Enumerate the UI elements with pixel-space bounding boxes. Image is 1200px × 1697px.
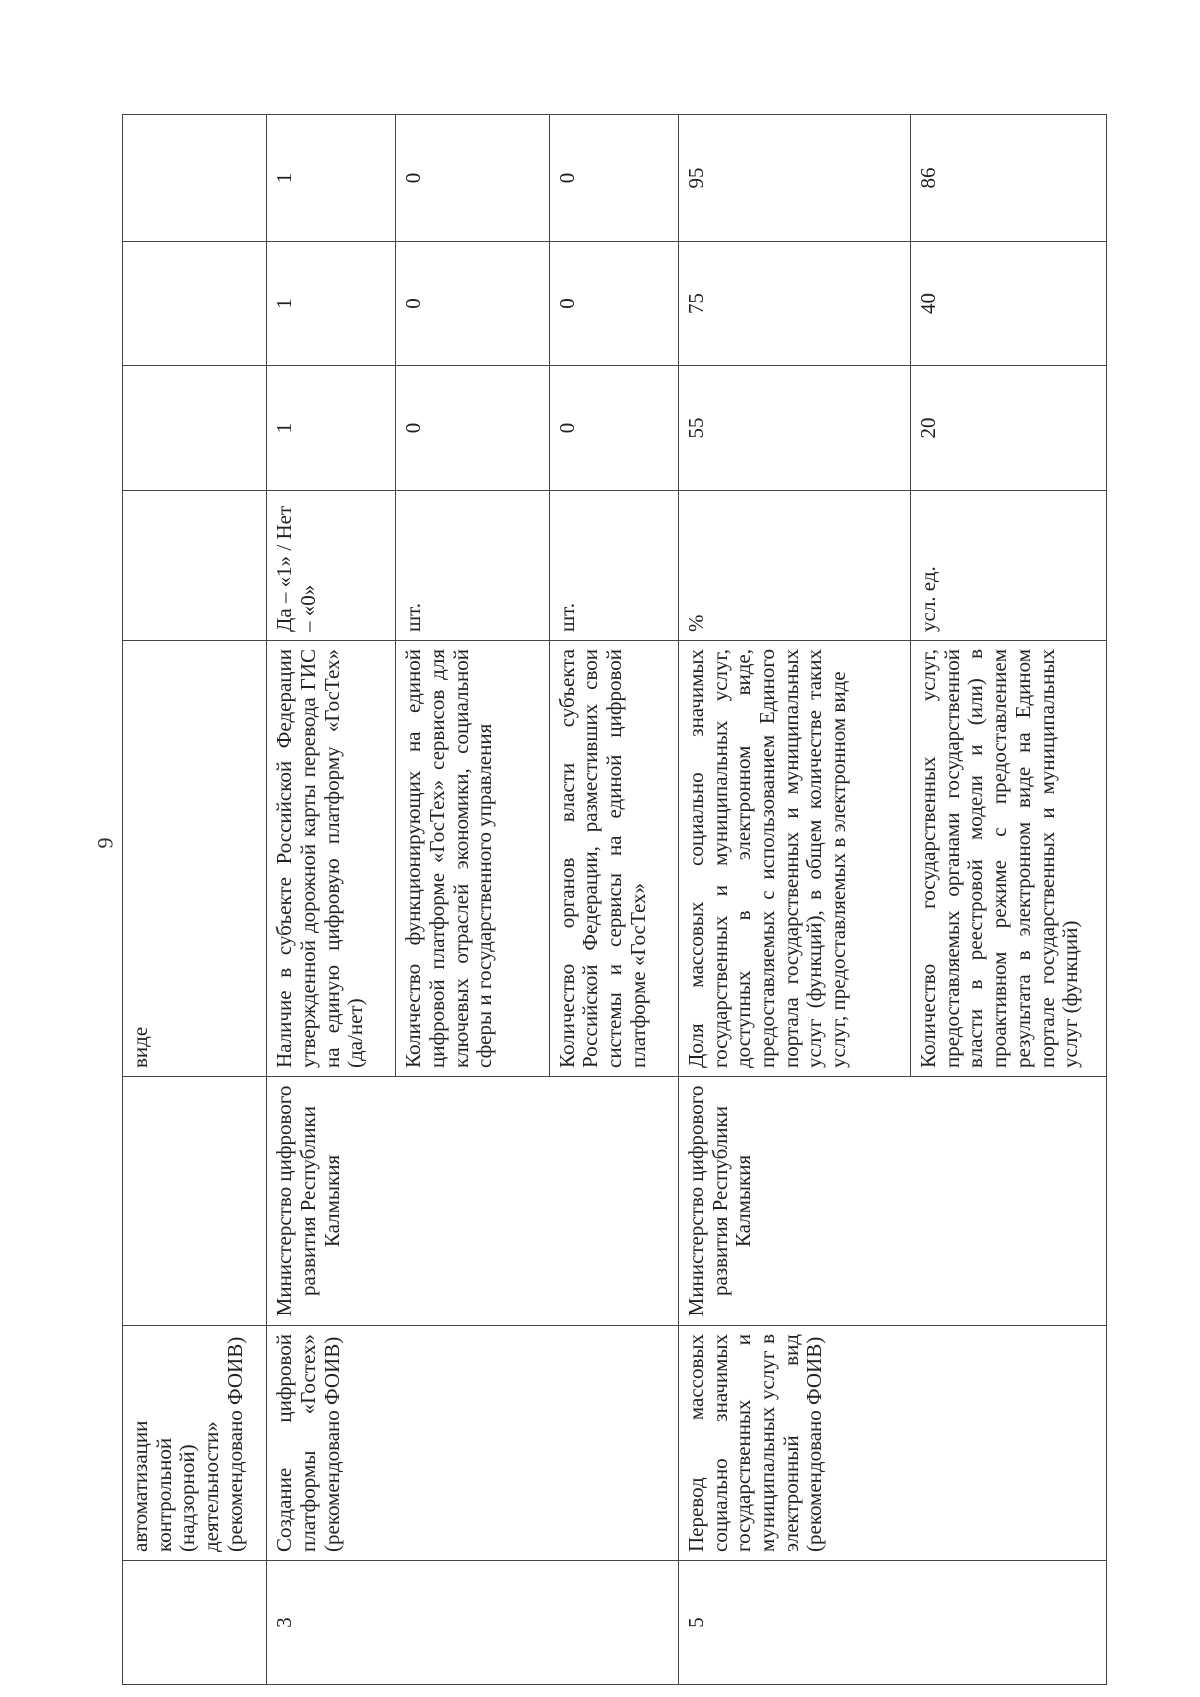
- cell-indicator: Количество органов власти субъекта Российской Федерации, разместивших свои системы и сервисы на единой цифровой платформе «ГосТех»: [549, 641, 678, 1077]
- cell-value-1: 1: [267, 366, 396, 491]
- cell-value-2: 1: [267, 242, 396, 366]
- cell-value-2: 40: [910, 242, 1106, 366]
- cell-value-1: 0: [549, 366, 678, 491]
- cell-value-2: 0: [549, 242, 678, 366]
- cell-value-3: [123, 115, 267, 242]
- cell-unit: усл. ед.: [910, 491, 1106, 641]
- cell-project: Создание цифровой платформы «Гостех» (рекомендовано ФОИВ): [267, 1326, 679, 1561]
- cell-value-2: 75: [678, 242, 910, 366]
- cell-responsible: [123, 1077, 267, 1326]
- table-row: [267, 115, 396, 1685]
- cell-unit: Да – «1» / Нет – «0»: [267, 491, 396, 641]
- cell-indicator: виде: [123, 641, 267, 1077]
- cell-unit: шт.: [549, 491, 678, 641]
- cell-responsible: Министерство цифрового развития Республики Калмыкия: [678, 1077, 1106, 1326]
- cell-unit: %: [678, 491, 910, 641]
- cell-value-2: [123, 242, 267, 366]
- cell-unit: [123, 491, 267, 641]
- cell-value-3: 86: [910, 115, 1106, 242]
- cell-responsible: Министерство цифрового развития Республики Калмыкия: [267, 1077, 679, 1326]
- cell-value-1: 55: [678, 366, 910, 491]
- cell-indicator: Доля массовых социально значимых государственных и муниципальных услуг, доступных в электронном виде, предоставляемых с использованием Единого портала государственных и муниципальных услуг (функций), в общем количестве таких услуг, предоставляемых в электронном виде: [678, 641, 910, 1077]
- cell-value-1: [123, 366, 267, 491]
- table-row: [678, 115, 910, 1685]
- cell-value-1: 0: [396, 366, 549, 491]
- cell-indicator: Количество функционирующих на единой цифровой платформе «ГосТех» сервисов для ключевых отраслей экономики, социальной сферы и государственного управления: [396, 641, 549, 1077]
- cell-indicator: Количество государственных услуг, предоставляемых органами государственной власти в реестровой модели и (или) в проактивном режиме с предоставлением результата в электронном виде на Едином портале государственных и муниципальных услуг (функций): [910, 641, 1106, 1077]
- page-number: 9: [92, 837, 118, 849]
- cell-value-3: 0: [549, 115, 678, 242]
- cell-project: автоматизации контрольной (надзорной) деятельности» (рекомендовано ФОИВ): [123, 1326, 267, 1561]
- rotated-page-content: [122, 115, 1107, 1685]
- cell-value-3: 1: [267, 115, 396, 242]
- cell-number: [123, 1561, 267, 1685]
- table-row: [123, 115, 267, 1685]
- cell-indicator: Наличие в субъекте Российской Федерации утвержденной дорожной карты перевода ГИС на единую цифровую платформу «ГосТех» (да/нет): [267, 641, 396, 1077]
- cell-project: Перевод массовых социально значимых государственных и муниципальных услуг в электронный вид (рекомендовано ФОИВ): [678, 1326, 1106, 1561]
- cell-value-3: 0: [396, 115, 549, 242]
- cell-value-3: 95: [678, 115, 910, 242]
- cell-unit: шт.: [396, 491, 549, 641]
- cell-number: 3: [267, 1561, 679, 1685]
- cell-value-2: 0: [396, 242, 549, 366]
- cell-value-1: 20: [910, 366, 1106, 491]
- indicators-table: [122, 114, 1107, 1685]
- cell-number: 5: [678, 1561, 1106, 1685]
